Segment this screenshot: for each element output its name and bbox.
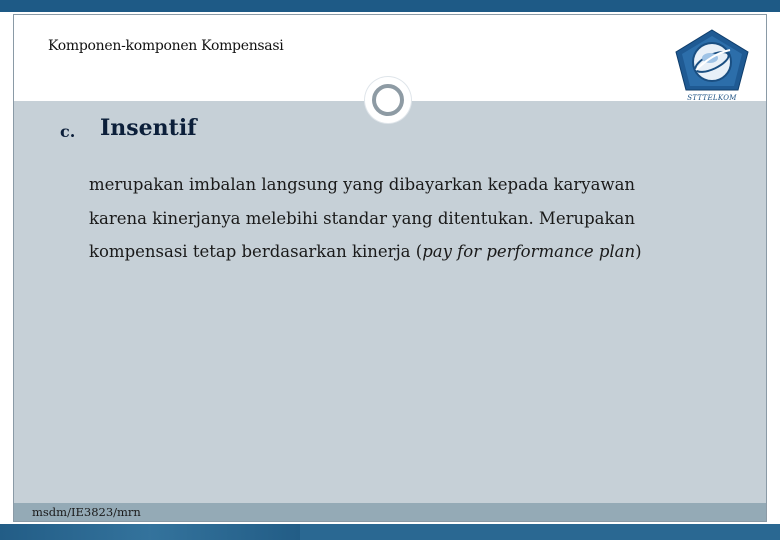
bottom-stripe-gradient bbox=[0, 524, 300, 540]
logo-emblem-icon bbox=[672, 28, 752, 94]
top-bar bbox=[0, 0, 780, 12]
body-paragraph bbox=[89, 168, 729, 269]
paragraph-line-1: merupakan imbalan langsung yang dibayarkan kepada karyawan bbox=[89, 175, 636, 194]
paragraph-line-3-suffix: ) bbox=[635, 242, 642, 261]
paragraph-line-3-italic: pay for performance plan bbox=[422, 242, 636, 261]
slide-title: Komponen-komponen Kompensasi bbox=[48, 38, 284, 54]
stttelkom-logo bbox=[672, 28, 752, 104]
circle-ring-inner bbox=[372, 84, 404, 116]
bottom-strip bbox=[0, 524, 780, 540]
logo-text: STTTELKOM bbox=[687, 94, 737, 102]
footer-text: msdm/IE3823/mrn bbox=[32, 505, 141, 519]
paragraph-line-3-prefix: kompensasi tetap berdasarkan kinerja ( bbox=[89, 242, 423, 261]
paragraph-line-2: karena kinerjanya melebihi standar yang ditentukan. Merupakan bbox=[89, 208, 635, 228]
section-heading: Insentif bbox=[100, 115, 197, 141]
slide-body-panel bbox=[14, 101, 766, 503]
circle-ring-icon bbox=[365, 77, 411, 123]
list-marker: c. bbox=[60, 122, 76, 141]
paragraph-line-3 bbox=[89, 235, 729, 269]
